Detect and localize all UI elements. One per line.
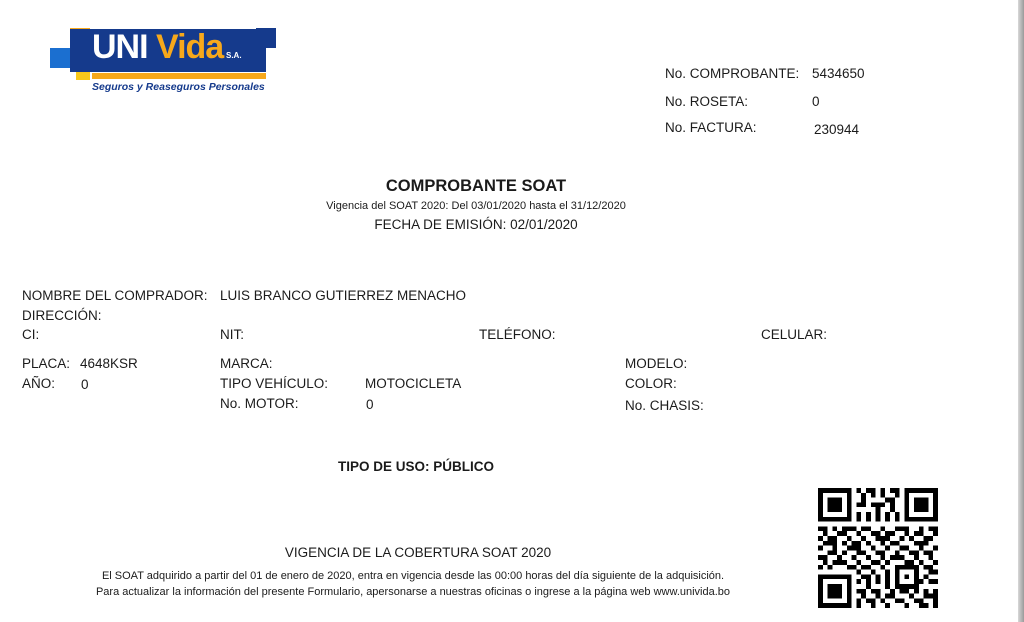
placa-value: 4648KSR [80, 356, 138, 371]
chasis-label: No. CHASIS: [625, 398, 704, 413]
telefono-label: TELÉFONO: [479, 327, 556, 342]
color-label: COLOR: [625, 376, 677, 391]
document-title: COMPROBANTE SOAT [385, 177, 567, 195]
logo-sa-text: S.A. [226, 51, 242, 60]
logo-tagline: Seguros y Reaseguros Personales [92, 81, 265, 93]
page-edge-shadow [1018, 0, 1024, 622]
modelo-label: MODELO: [625, 356, 688, 371]
comprobante-label: No. COMPROBANTE: [665, 66, 800, 81]
celular-label: CELULAR: [761, 327, 828, 342]
univida-logo [48, 26, 278, 98]
footer-line-1: El SOAT adquirido a partir del 01 de enero de 2020, entra en vigencia desde las 00:00 horas del día siguiente de la adquisición. [101, 570, 725, 582]
ci-label: CI: [22, 327, 40, 342]
nombre-value: LUIS BRANCO GUTIERREZ MENACHO [220, 288, 467, 303]
comprobante-value: 5434650 [812, 66, 865, 81]
factura-label: No. FACTURA: [665, 120, 757, 135]
roseta-value: 0 [812, 94, 820, 109]
factura-value: 230944 [814, 122, 860, 137]
anio-label: AÑO: [22, 376, 56, 391]
footer-line-2: Para actualizar la información del presente Formulario, apersonarse a nuestras oficinas o ingrese a la página web www.univida.bo [95, 586, 731, 598]
nit-label: NIT: [220, 327, 245, 342]
logo-square-blue [50, 48, 70, 68]
nombre-label: NOMBRE DEL COMPRADOR: [22, 288, 208, 303]
qr-code-icon [818, 488, 938, 608]
logo-square-navy-right [256, 28, 276, 48]
placa-label: PLACA: [22, 356, 71, 371]
logo-underline [92, 73, 266, 79]
vigencia-line: Vigencia del SOAT 2020: Del 03/01/2020 hasta el 31/12/2020 [326, 200, 626, 212]
direccion-label: DIRECCIÓN: [22, 308, 102, 323]
roseta-label: No. ROSETA: [665, 94, 749, 109]
logo-uni-text: UNI [92, 28, 148, 66]
tipo-vehiculo-label: TIPO VEHÍCULO: [220, 376, 329, 391]
anio-value: 0 [81, 377, 89, 392]
tipo-vehiculo-value: MOTOCICLETA [365, 376, 462, 391]
fecha-emision: FECHA DE EMISIÓN: 02/01/2020 [374, 217, 578, 232]
motor-value: 0 [366, 397, 374, 412]
marca-label: MARCA: [220, 356, 273, 371]
logo-vida-text: Vida [156, 28, 224, 66]
cobertura-title: VIGENCIA DE LA COBERTURA SOAT 2020 [284, 545, 552, 560]
motor-label: No. MOTOR: [220, 396, 299, 411]
tipo-de-uso: TIPO DE USO: PÚBLICO [338, 459, 495, 474]
